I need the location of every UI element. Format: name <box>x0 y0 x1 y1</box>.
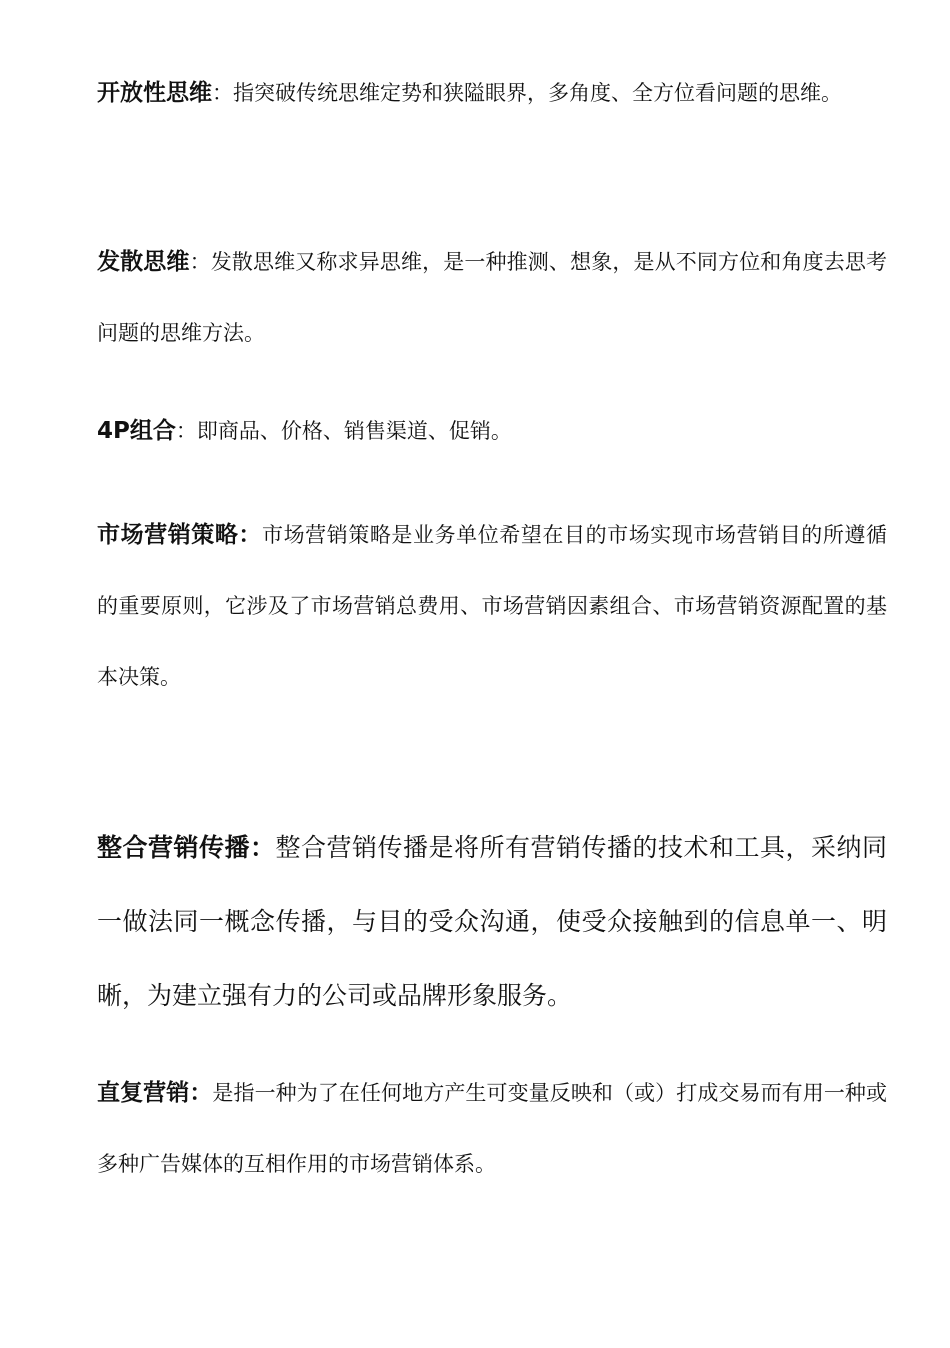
entry-colon: ： <box>175 419 197 443</box>
definition-entry-divergent-thinking <box>97 227 887 369</box>
entry-term: 4P组合 <box>97 418 176 444</box>
entry-term: 直复营销： <box>97 1080 213 1106</box>
entry-term: 开放性思维 <box>97 80 212 106</box>
entry-definition: 发散思维又称求异思维，是一种推测、想象，是从不同方位和角度去思考问题的思维方法。 <box>97 250 888 345</box>
entry-term: 市场营销策略： <box>97 522 262 548</box>
entry-term: 发散思维 <box>97 249 190 275</box>
definition-entry-integrated-marketing-communication <box>97 811 887 1033</box>
entry-colon: ： <box>189 250 211 274</box>
entry-definition: 指突破传统思维定势和狭隘眼界，多角度、全方位看问题的思维。 <box>233 81 842 105</box>
definition-entry-open-thinking <box>97 58 887 129</box>
definition-entry-direct-marketing <box>97 1058 887 1200</box>
definition-entry-marketing-strategy <box>97 500 887 713</box>
entry-definition: 市场营销策略是业务单位希望在目的市场实现市场营销目的所遵循的重要原则，它涉及了市场营销总费用、市场营销因素组合、市场营销资源配置的基本决策。 <box>97 523 887 689</box>
entry-definition: 整合营销传播是将所有营销传播的技术和工具，采纳同一做法同一概念传播，与目的受众沟通，使受众接触到的信息单一、明晰，为建立强有力的公司或品牌形象服务。 <box>97 833 887 1010</box>
entry-colon: ： <box>212 81 233 105</box>
entry-term: 整合营销传播： <box>97 833 276 862</box>
entry-definition: 是指一种为了在任何地方产生可变量反映和（或）打成交易而有用一种或多种广告媒体的互相作用的市场营销体系。 <box>97 1081 888 1176</box>
definition-entry-4p-mix <box>97 396 887 467</box>
entry-definition: 即商品、价格、销售渠道、促销。 <box>196 419 512 443</box>
